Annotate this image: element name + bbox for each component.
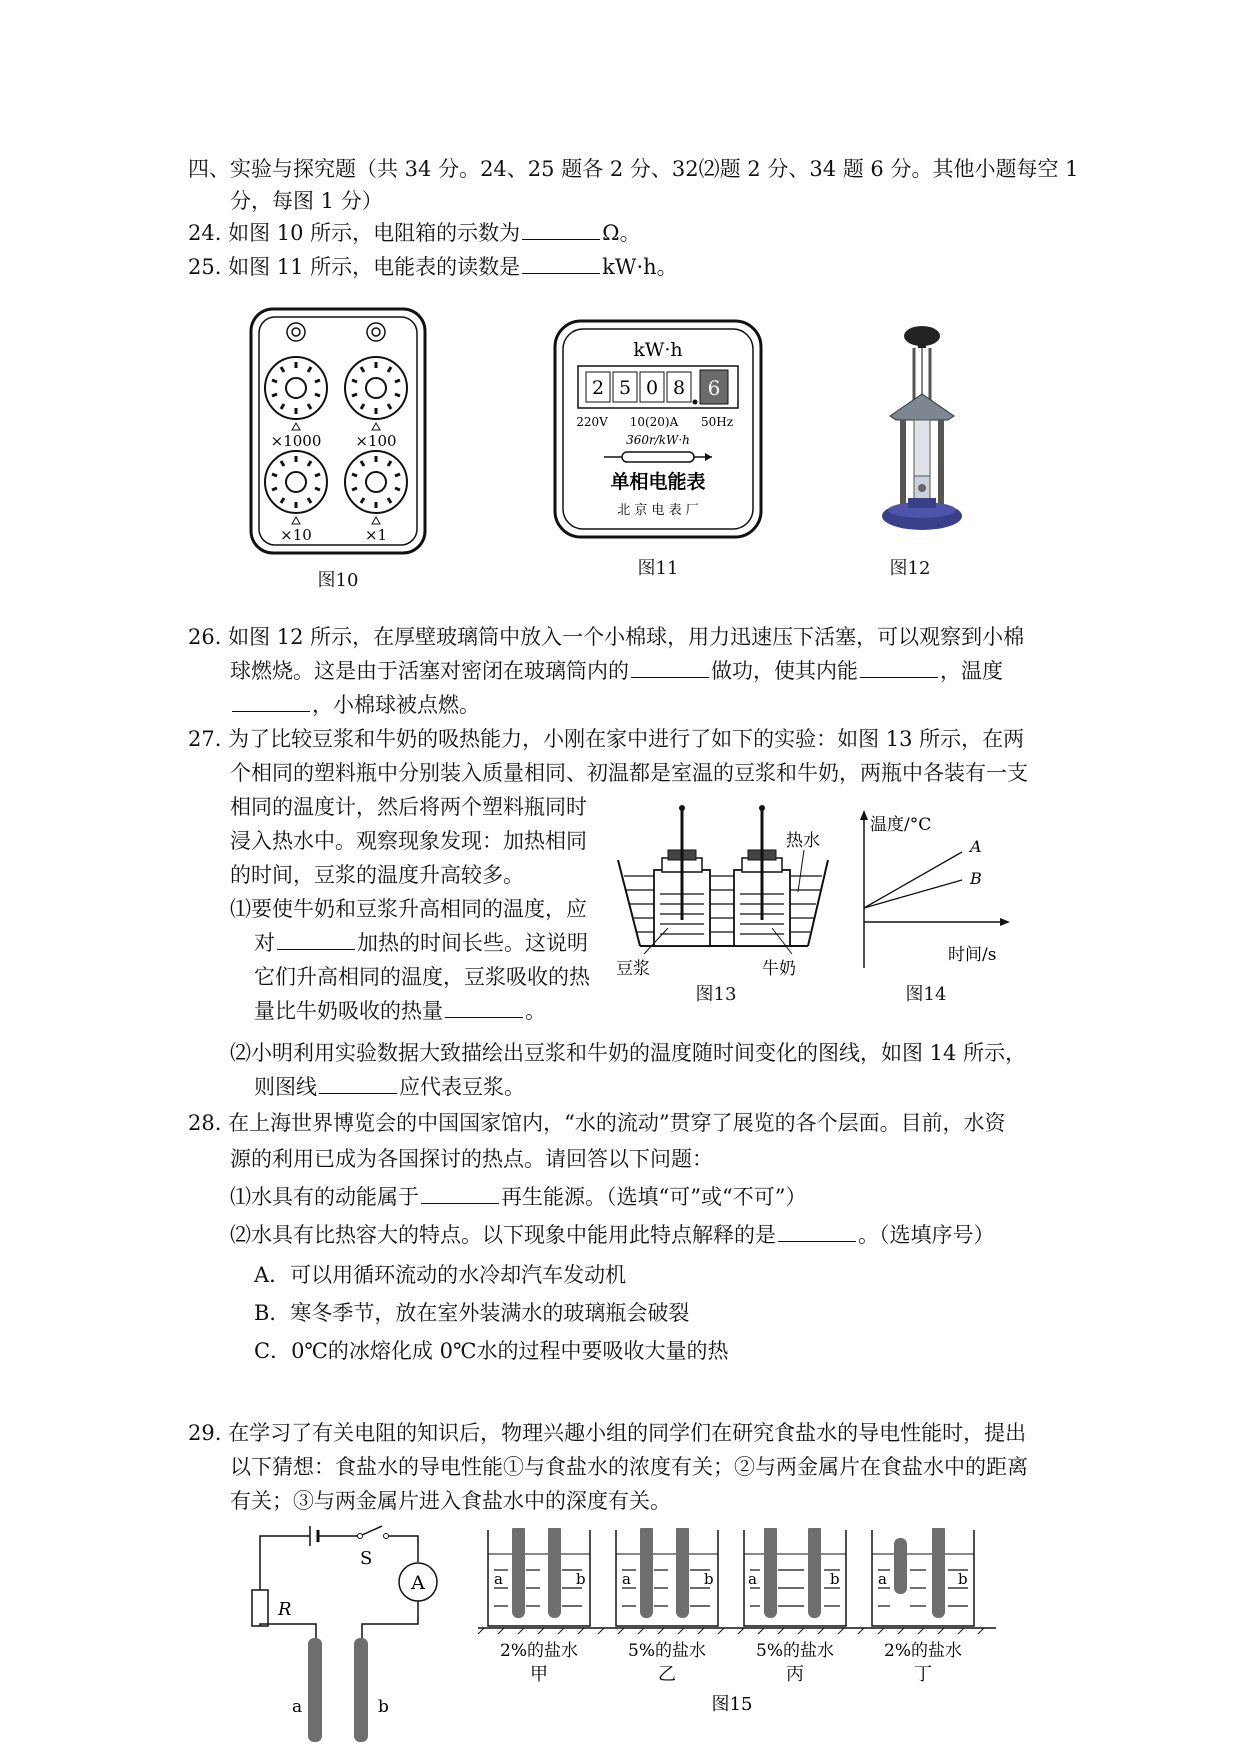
figure-10-resistance-box [248, 306, 428, 560]
plate-a-label: a [878, 1570, 887, 1588]
heating-setup-drawing [614, 800, 834, 978]
answer-blank[interactable] [522, 255, 600, 274]
question-27-part2-line2 [254, 1074, 525, 1100]
dial-label-x10: ×10 [280, 526, 312, 544]
question-text: 做功，使其内能 [711, 659, 858, 683]
question-text: 如图 12 所示，在厚壁玻璃筒中放入一个小棉球，用力迅速压下活塞，可以观察到小棉 [228, 625, 1025, 649]
question-28-option-c[interactable]: C．0℃的冰熔化成 0℃水的过程中要吸收大量的热 [254, 1339, 729, 1363]
resistor-r [252, 1590, 268, 1626]
plate-a-label: a [622, 1570, 631, 1588]
beaker-bing-name: 丙 [786, 1664, 804, 1685]
question-text: 在上海世界博览会的中国国家馆内，“水的流动”贯穿了展览的各个层面。目前，水资 [228, 1111, 1006, 1135]
question-28-option-a[interactable]: A．可以用循环流动的水冷却汽车发动机 [254, 1263, 627, 1287]
question-text: 如图 10 所示，电阻箱的示数为 [228, 221, 521, 245]
question-25 [188, 254, 678, 280]
question-27-line3: 相同的温度计，然后将两个塑料瓶同时 [230, 795, 587, 819]
beakers-drawing [478, 1528, 998, 1718]
label-hot-water: 热水 [786, 831, 820, 851]
question-29-line3: 有关；③与两金属片进入食盐水中的深度有关。 [230, 1489, 671, 1513]
answer-blank[interactable] [277, 931, 355, 950]
question-27-line2: 个相同的塑料瓶中分别装入质量相同、初温都是室温的豆浆和牛奶，两瓶中各装有一支 [230, 761, 1028, 785]
meter-digit-3: 0 [645, 377, 659, 399]
figure-11-caption: 图11 [637, 558, 679, 579]
fire-piston-drawing [874, 320, 974, 540]
figure-15-beakers [478, 1528, 998, 1722]
question-text: ⑴水具有的动能属于 [230, 1185, 419, 1209]
figure-15-caption: 图15 [711, 1694, 753, 1715]
meter-unit: kW·h [633, 339, 683, 361]
y-axis-label: 温度/°C [870, 815, 932, 835]
question-27-part1-line3: 它们升高相同的温度，豆浆吸收的热 [254, 965, 590, 989]
meter-revolutions: 360r/kW·h [626, 433, 690, 447]
question-text: kW·h。 [602, 255, 678, 279]
question-text: 加热的时间长些。这说明 [357, 931, 588, 955]
question-26-line1 [188, 624, 1024, 650]
meter-maker: 北 京 电 表 厂 [617, 503, 699, 518]
meter-digit-4: 8 [672, 377, 686, 399]
section-heading-line1: 四、实验与探究题（共 34 分。24、25 题各 2 分、32⑵题 2 分、34 题 6 分。其他小题每空 1 [188, 157, 1079, 181]
figure-14-temperature-graph [852, 808, 1012, 982]
question-29-line2: 以下猜想：食盐水的导电性能①与食盐水的浓度有关；②与两金属片在食盐水中的距离 [230, 1455, 1028, 1479]
question-text: 为了比较豆浆和牛奶的吸热能力，小刚在家中进行了如下的实验：如图 13 所示，在两 [228, 727, 1025, 751]
beaker-jia-concentration: 2%的盐水 [500, 1641, 578, 1661]
metal-plate-b [354, 1638, 368, 1742]
label-milk: 牛奶 [762, 959, 796, 978]
figure-15-circuit [240, 1520, 440, 1750]
energy-meter-drawing [552, 318, 764, 540]
plate-b-label: b [576, 1570, 586, 1588]
beaker-yi-concentration: 5%的盐水 [628, 1641, 706, 1661]
graph-line-b-label: B [970, 869, 982, 888]
question-text: ，小棉球被点燃。 [312, 693, 480, 717]
plate-b-label: b [958, 1570, 968, 1588]
answer-blank[interactable] [860, 659, 938, 678]
question-text: 在学习了有关电阻的知识后，物理兴趣小组的同学们在研究食盐水的导电性能时，提出 [228, 1421, 1027, 1445]
question-text: 对 [254, 931, 275, 955]
beaker-ding-concentration: 2%的盐水 [884, 1641, 962, 1661]
question-26-line2 [230, 658, 1003, 684]
question-text: 应代表豆浆。 [399, 1075, 525, 1099]
meter-current: 10(20)A [629, 415, 679, 429]
beaker-ding-name: 丁 [914, 1664, 932, 1685]
meter-name: 单相电能表 [610, 471, 706, 493]
beaker-yi [616, 1528, 718, 1626]
figure-14-caption: 图14 [905, 984, 947, 1005]
beaker-yi-name: 乙 [658, 1664, 676, 1685]
question-27-line4: 浸入热水中。观察现象发现：加热相同 [230, 829, 587, 853]
plate-b-label: b [704, 1570, 714, 1588]
beaker-jia [488, 1528, 590, 1626]
question-text: 。 [525, 999, 546, 1023]
temperature-graph-drawing [852, 808, 1012, 978]
question-text: 。（选填序号） [858, 1223, 995, 1247]
figure-13-caption: 图13 [695, 984, 737, 1005]
question-text: ⑵水具有比热容大的特点。以下现象中能用此特点解释的是 [230, 1223, 776, 1247]
dial-x10[interactable] [265, 451, 327, 513]
question-24 [188, 220, 641, 246]
question-number: 27. [188, 727, 222, 751]
question-29-line1 [188, 1420, 1026, 1446]
question-28-line1 [188, 1110, 1006, 1136]
circuit-drawing [240, 1520, 440, 1746]
resistor-label: R [278, 1599, 292, 1620]
answer-blank[interactable] [421, 1185, 499, 1204]
figure-12-fire-piston [874, 320, 974, 544]
question-text: 球燃烧。这是由于活塞对密闭在玻璃筒内的 [230, 659, 629, 683]
label-soy-milk: 豆浆 [616, 959, 650, 978]
dial-label-x1: ×1 [364, 526, 388, 544]
dial-x1[interactable] [345, 451, 407, 513]
dial-x100[interactable] [345, 357, 407, 419]
question-number: 28. [188, 1111, 222, 1135]
answer-blank[interactable] [445, 999, 523, 1018]
meter-digit-1: 2 [591, 377, 605, 399]
question-number: 29. [188, 1421, 222, 1445]
switch-label: S [360, 1548, 373, 1569]
question-27-line1 [188, 726, 1024, 752]
graph-line-b [864, 880, 962, 908]
answer-blank[interactable] [319, 1075, 397, 1094]
question-text: 如图 11 所示，电能表的读数是 [228, 255, 521, 279]
answer-blank[interactable] [778, 1223, 856, 1242]
question-text: ，温度 [940, 659, 1003, 683]
graph-line-a [864, 852, 962, 908]
question-27-part1-line1: ⑴要使牛奶和豆浆升高相同的温度，应 [230, 897, 587, 921]
graph-line-a-label: A [970, 837, 982, 856]
ammeter-label: A [411, 1572, 425, 1594]
meter-voltage: 220V [576, 415, 608, 429]
resistance-box-drawing [248, 306, 428, 556]
question-text: 则图线 [254, 1075, 317, 1099]
question-27-line5: 的时间，豆浆的温度升高较多。 [230, 863, 524, 887]
dial-x1000[interactable] [265, 357, 327, 419]
question-number: 25. [188, 255, 222, 279]
plate-a-label: a [494, 1570, 503, 1588]
section-heading-line2: 分，每图 1 分） [230, 189, 383, 213]
switch-s[interactable] [362, 1526, 382, 1535]
plate-a-label: a [748, 1570, 757, 1588]
question-26-line3 [230, 692, 480, 718]
dial-label-x1000: ×1000 [270, 432, 322, 450]
beaker-bing-concentration: 5%的盐水 [756, 1641, 834, 1661]
question-number: 26. [188, 625, 222, 649]
figure-11-energy-meter [552, 318, 764, 544]
answer-blank[interactable] [232, 693, 310, 712]
question-text: 量比牛奶吸收的热量 [254, 999, 443, 1023]
dial-label-x100: ×100 [355, 432, 397, 450]
beaker-bing [744, 1528, 846, 1626]
plate-a-label: a [292, 1697, 303, 1717]
question-text: 再生能源。（选填“可”或“不可”） [501, 1185, 807, 1209]
question-text: Ω。 [602, 221, 641, 245]
answer-blank[interactable] [631, 659, 709, 678]
question-28-part1 [230, 1184, 806, 1210]
question-28-line2: 源的利用已成为各国探讨的热点。请回答以下问题： [230, 1147, 713, 1171]
question-27-part1-line4 [254, 998, 546, 1024]
meter-digit-decimal: 6 [707, 376, 721, 400]
question-27-part1-line2 [254, 930, 588, 956]
x-axis-label: 时间/s [948, 945, 997, 965]
meter-frequency: 50Hz [700, 415, 734, 429]
figure-10-caption: 图10 [317, 570, 359, 591]
answer-blank[interactable] [522, 221, 600, 240]
plate-b-label: b [830, 1570, 840, 1588]
question-28-option-b[interactable]: B．寒冬季节，放在室外装满水的玻璃瓶会破裂 [254, 1301, 690, 1325]
metal-plate-a [308, 1638, 322, 1742]
question-number: 24. [188, 221, 222, 245]
question-28-part2 [230, 1222, 995, 1248]
question-27-part2-line1: ⑵小明利用实验数据大致描绘出豆浆和牛奶的温度随时间变化的图线，如图 14 所示， [230, 1041, 1027, 1065]
beaker-jia-name: 甲 [530, 1664, 548, 1685]
figure-12-caption: 图12 [889, 558, 931, 579]
figure-13-heating-setup [614, 800, 834, 982]
meter-digit-2: 5 [618, 377, 632, 399]
beaker-ding [872, 1528, 974, 1626]
plate-b-label: b [378, 1697, 389, 1717]
